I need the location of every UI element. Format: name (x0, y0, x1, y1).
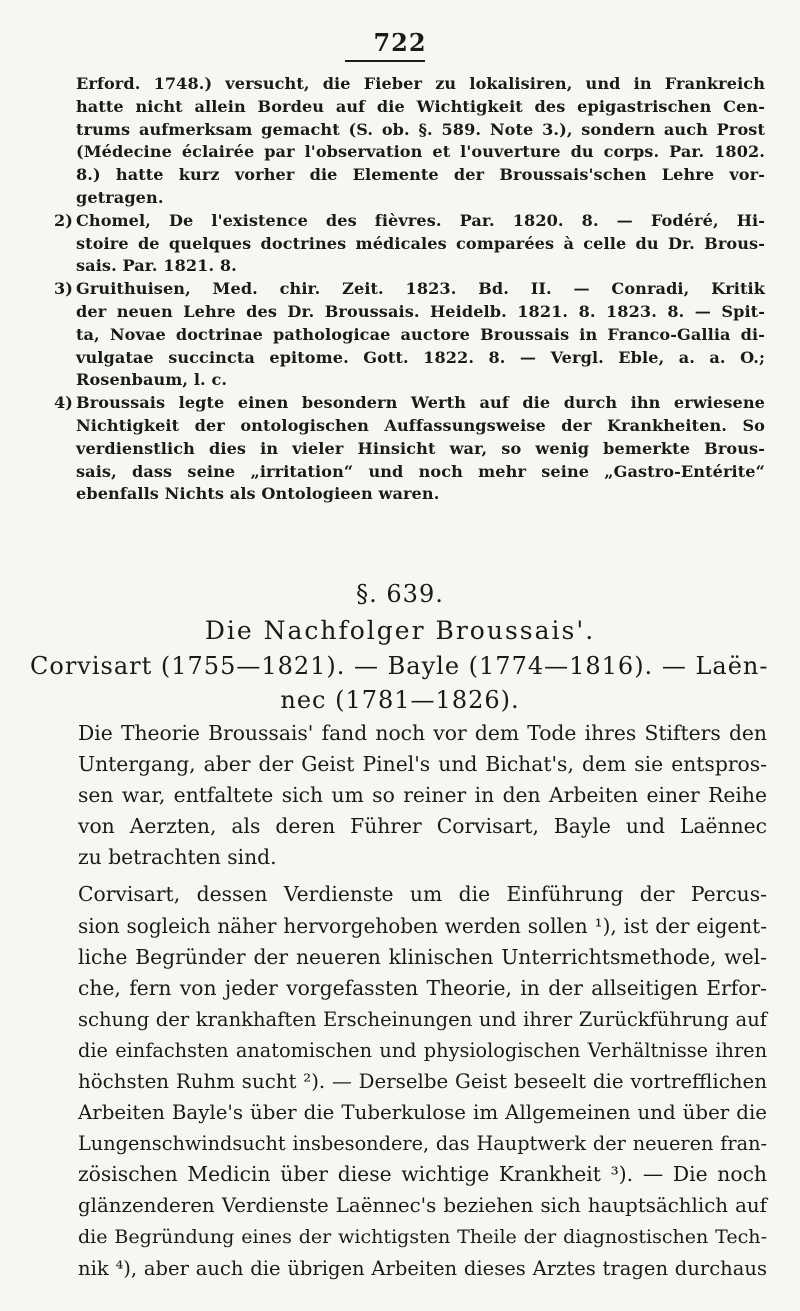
text-line: Lungenschwindsucht insbesondere, das Hauptwerk der neueren fran- (78, 1132, 767, 1156)
text-line: glänzenderen Verdienste Laënnec's beziehen sich hauptsächlich auf (78, 1194, 767, 1218)
footnote-line: ta, Novae doctrinae pathologicae auctore Broussais in Franco-Gallia di- (76, 324, 765, 344)
header-rule (345, 60, 425, 62)
text-line: die Begründung eines der wichtigsten Theile der diagnostischen Tech- (78, 1225, 767, 1248)
text-line: Untergang, aber der Geist Pinel's und Bichat's, dem sie entspros- (78, 752, 767, 777)
text-line: Die Theorie Broussais' fand noch vor dem Tode ihres Stifters den (78, 721, 767, 745)
footnote-line: Chomel, De l'existence des fièvres. Par. 1820. 8. — Fodéré, Hi- (76, 210, 765, 230)
footnote-line: 8.) hatte kurz vorher die Elemente der Broussais'schen Lehre vor- (76, 165, 765, 185)
footnote-line: trums aufmerksam gemacht (S. ob. §. 589. Note 3.), sondern auch Prost (76, 119, 765, 139)
page-number: 722 (373, 28, 427, 57)
footnote-line: Broussais legte einen besondern Werth auf die durch ihn erwiesene (76, 393, 765, 413)
footnote-line: vulgatae succincta epitome. Gott. 1822. 8. — Vergl. Eble, a. a. O.; (76, 347, 765, 367)
footnote-line: Nichtigkeit der ontologischen Auffassungsweise der Krankheiten. So (76, 415, 765, 435)
text-line: nik ⁴), aber auch die übrigen Arbeiten dieses Arztes tragen durchaus (78, 1256, 767, 1280)
text-line: Arbeiten Bayle's über die Tuberkulose im Allgemeinen und über die (78, 1101, 767, 1125)
footnote-line: (Médecine éclairée par l'observation et l'ouverture du corps. Par. 1802. (76, 142, 765, 162)
text-line: liche Begründer der neueren klinischen Unterrichtsmethode, wel- (78, 944, 767, 969)
footnote-line: sais, dass seine „irritation“ und noch mehr seine „Gastro-Entérite“ (76, 461, 765, 481)
text-line: Corvisart, dessen Verdienste um die Einführung der Percus- (78, 882, 767, 907)
section-subtitle: nec (1781—1826). (280, 686, 520, 714)
footnote-line: hatte nicht allein Bordeu auf die Wichtigkeit des epigastrischen Cen- (76, 96, 765, 116)
footnote-line: sais. Par. 1821. 8. (76, 256, 237, 276)
section-number: §. 639. (356, 580, 444, 608)
footnote-2 (54, 210, 765, 278)
footnote-continuation (60, 73, 765, 210)
footnote-line: getragen. (76, 187, 164, 207)
text-line: che, fern von jeder vorgefassten Theorie, in der allseitigen Erfor- (78, 975, 767, 1000)
footnote-4 (54, 392, 765, 506)
text-line: sion sogleich näher hervorgehoben werden sollen ¹), ist der eigent- (78, 913, 767, 938)
footnote-line: Erford. 1748.) versucht, die Fieber zu lokalisiren, und in Frankreich (76, 74, 765, 93)
text-line: schung der krankhaften Erscheinungen und ihrer Zurückführung auf (78, 1007, 767, 1031)
text-line: von Aerzten, als deren Führer Corvisart, Bayle und Laënnec (78, 814, 767, 839)
section-subtitle: Corvisart (1755—1821). — Bayle (1774—1816). — Laën- (30, 652, 769, 680)
text-line: sen war, entfaltete sich um so reiner in den Arbeiten einer Reihe (78, 783, 767, 808)
footnote-line: stoire de quelques doctrines médicales comparées à celle du Dr. Brous- (76, 233, 765, 253)
footnote-line: der neuen Lehre des Dr. Broussais. Heidelb. 1821. 8. 1823. 8. — Spit- (76, 301, 765, 321)
footnote-line: ebenfalls Nichts als Ontologieen waren. (76, 484, 440, 504)
paragraph (30, 718, 767, 873)
footnotes-block (54, 73, 765, 506)
body-text (30, 718, 767, 1284)
text-line: zu betrachten sind. (78, 845, 277, 870)
footnote-number: 2) (54, 210, 74, 230)
footnote-number: 3) (54, 279, 74, 299)
text-line: höchsten Ruhm sucht ²). — Derselbe Geist beseelt die vortrefflichen (78, 1070, 767, 1094)
footnote-3 (54, 278, 765, 392)
section-title: Die Nachfolger Broussais'. (204, 616, 596, 645)
footnote-line: verdienstlich dies in vieler Hinsicht war, so wenig bemerkte Brous- (76, 438, 765, 458)
paragraph (30, 879, 767, 1283)
text-line: die einfachsten anatomischen und physiologischen Verhältnisse ihren (78, 1038, 767, 1062)
footnote-line: Gruithuisen, Med. chir. Zeit. 1823. Bd. II. — Conradi, Kritik (76, 279, 765, 299)
footnote-number: 4) (54, 393, 74, 413)
text-line: zösischen Medicin über diese wichtige Krankheit ³). — Die noch (78, 1162, 767, 1187)
footnote-line: Rosenbaum, l. c. (76, 370, 228, 390)
